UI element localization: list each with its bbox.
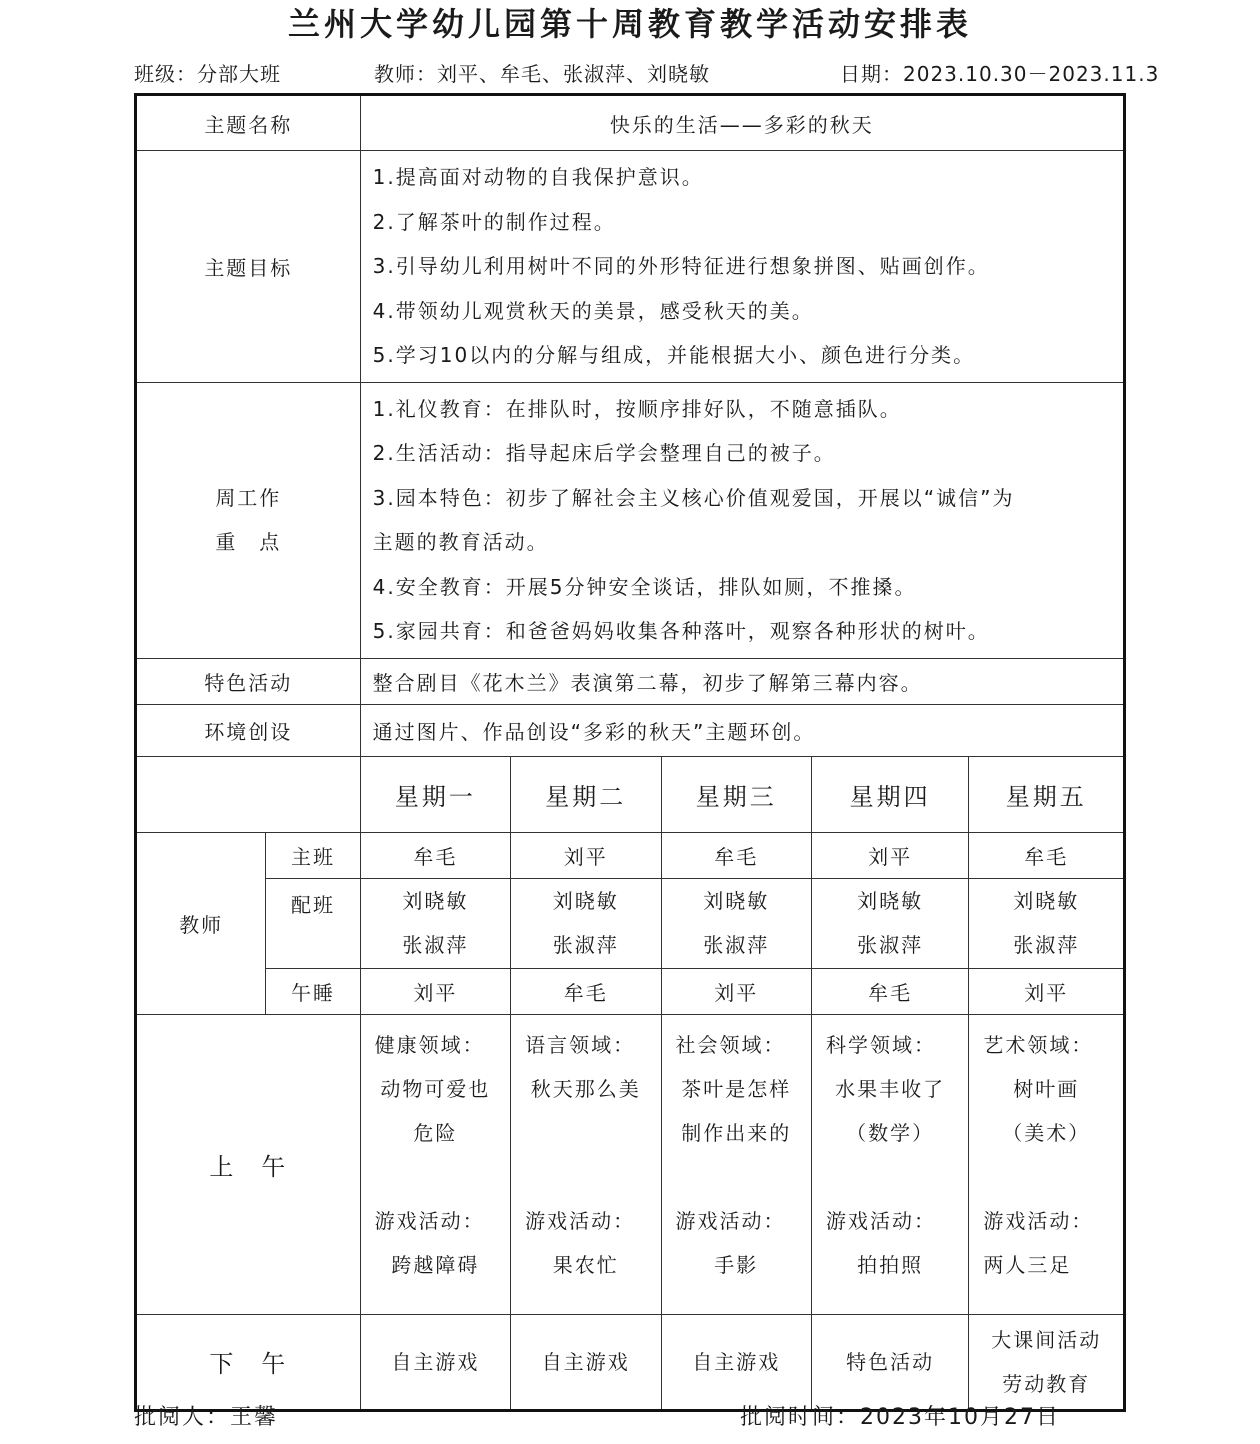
afternoon-row [136,1314,1125,1410]
schedule-table [134,93,1126,1412]
assist-teacher-name: 刘晓敏 [857,889,924,913]
assist-teacher-cell [661,878,811,968]
nap-teacher-cell: 刘平 [661,968,811,1014]
assist-teacher-name: 刘晓敏 [552,889,619,913]
focus-item: 5.家园共育：和爸爸妈妈收集各种落叶，观察各种形状的树叶。 [372,619,990,643]
morning-domain: 科学领域： [825,1032,936,1057]
main-teacher-row [136,832,1125,878]
teachers-info: 教师：刘平、牟毛、张淑萍、刘晓敏 [374,62,710,86]
weekly-focus-label-line1: 周工作 [215,486,282,510]
assist-teacher-name: 张淑萍 [703,933,770,957]
morning-game-label: 游戏活动： [374,1208,485,1233]
teacher-section-label: 教师 [136,832,266,1014]
morning-cell [360,1014,510,1314]
morning-domain: 语言领域： [525,1032,636,1057]
nap-teacher-cell: 刘平 [360,968,510,1014]
goal-item: 2.了解茶叶的制作过程。 [372,209,616,234]
assist-teacher-cell [811,878,968,968]
morning-row [136,1014,1125,1314]
theme-row [136,95,1125,151]
morning-game: 跨越障碍 [391,1252,480,1277]
main-teacher-cell: 牟毛 [360,832,510,878]
day-header: 星期五 [969,756,1125,832]
afternoon-activity: 劳动教育 [1002,1371,1091,1396]
morning-lesson: 茶叶是怎样 [681,1076,792,1101]
reviewer: 批阅人：王馨 [134,1405,279,1430]
goal-item: 3.引导幼儿利用树叶不同的外形特征进行想象拼图、贴画创作。 [372,254,990,278]
environment-label: 环境创设 [136,704,361,756]
special-value: 整合剧目《花木兰》表演第二幕，初步了解第三幕内容。 [360,658,1124,704]
spacer [375,1155,510,1199]
assist-teacher-name: 张淑萍 [402,933,469,957]
afternoon-activity: 自主游戏 [541,1349,630,1374]
afternoon-activity: 大课间活动 [991,1327,1102,1352]
spacer [525,1155,660,1199]
weekly-focus-label-line2: 重 点 [215,530,282,554]
spacer [826,1155,968,1199]
theme-label: 主题名称 [136,95,361,151]
main-teacher-label: 主班 [266,832,360,878]
main-teacher-cell: 牟毛 [969,832,1125,878]
assist-teacher-name: 刘晓敏 [1013,889,1080,913]
morning-label: 上 午 [136,1014,361,1314]
focus-item: 主题的教育活动。 [372,530,549,554]
goals-list [360,151,1124,383]
day-header: 星期二 [511,756,661,832]
assist-teacher-row [136,878,1125,968]
main-teacher-cell: 刘平 [811,832,968,878]
date-info: 日期：2023.10.30－2023.11.3 [840,62,1160,86]
afternoon-label: 下 午 [136,1314,361,1410]
review-time: 批阅时间：2023年10月27日 [740,1405,1060,1430]
morning-game-label: 游戏活动： [825,1208,936,1233]
day-header: 星期三 [661,756,811,832]
environment-value: 通过图片、作品创设“多彩的秋天”主题环创。 [360,704,1124,756]
main-teacher-cell: 牟毛 [661,832,811,878]
nap-teacher-row [136,968,1125,1014]
morning-domain: 社会领域： [675,1032,786,1057]
nap-teacher-cell: 牟毛 [511,968,661,1014]
assist-teacher-name: 张淑萍 [857,933,924,957]
corner-cell [136,756,361,832]
weekly-focus-row [136,382,1125,658]
special-label: 特色活动 [136,658,361,704]
assist-teacher-name: 张淑萍 [1013,933,1080,957]
morning-lesson: 秋天那么美 [530,1076,641,1101]
goal-item: 1.提高面对动物的自我保护意识。 [372,165,704,189]
weekly-focus-label [136,382,361,658]
nap-teacher-cell: 刘平 [969,968,1125,1014]
nap-teacher-label: 午睡 [266,968,360,1014]
morning-lesson: （美术） [1002,1120,1091,1145]
assist-teacher-name: 刘晓敏 [402,889,469,913]
assist-teacher-label: 配班 [266,878,360,968]
goal-item: 4.带领幼儿观赏秋天的美景，感受秋天的美。 [372,298,814,323]
morning-lesson: 制作出来的 [681,1120,792,1145]
morning-lesson: 树叶画 [1013,1076,1080,1101]
morning-game: 手影 [714,1252,759,1277]
afternoon-activity: 特色活动 [846,1349,935,1374]
morning-lesson: 危险 [413,1120,458,1145]
class-info: 班级：分部大班 [134,62,281,86]
day-header: 星期四 [811,756,968,832]
afternoon-activity: 自主游戏 [391,1349,480,1374]
focus-item: 2.生活活动：指导起床后学会整理自己的被子。 [372,441,836,465]
afternoon-activity: 自主游戏 [692,1349,781,1374]
theme-value: 快乐的生活——多彩的秋天 [360,95,1124,151]
day-header-row [136,756,1125,832]
afternoon-cell [511,1314,661,1410]
afternoon-cell [360,1314,510,1410]
morning-lesson: （数学） [846,1120,935,1145]
focus-item: 1.礼仪教育：在排队时，按顺序排好队，不随意插队。 [372,396,902,421]
spacer [983,1155,1123,1199]
assist-teacher-cell [360,878,510,968]
weekly-focus-list [360,382,1124,658]
day-header: 星期一 [360,756,510,832]
afternoon-cell [811,1314,968,1410]
environment-row [136,704,1125,756]
morning-domain: 健康领域： [374,1032,485,1057]
morning-game: 拍拍照 [857,1252,924,1277]
spacer [676,1155,811,1199]
goal-item: 5.学习10以内的分解与组成，并能根据大小、颜色进行分类。 [372,343,976,367]
assist-teacher-cell [969,878,1125,968]
morning-game-label: 游戏活动： [525,1208,636,1233]
morning-cell [511,1014,661,1314]
nap-teacher-cell: 牟毛 [811,968,968,1014]
focus-item: 3.园本特色：初步了解社会主义核心价值观爱国，开展以“诚信”为 [372,485,1015,510]
assist-teacher-name: 刘晓敏 [703,889,770,913]
assist-teacher-cell [511,878,661,968]
afternoon-cell [661,1314,811,1410]
morning-game-label: 游戏活动： [983,1208,1094,1233]
focus-item: 4.安全教育：开展5分钟安全谈话，排队如厕，不推搡。 [372,574,917,599]
morning-cell [811,1014,968,1314]
morning-cell [969,1014,1125,1314]
assist-teacher-name: 张淑萍 [552,933,619,957]
morning-game: 两人三足 [983,1252,1072,1277]
morning-lesson [525,1111,660,1155]
morning-game: 果农忙 [552,1252,619,1277]
goals-row [136,151,1125,383]
afternoon-cell [969,1314,1125,1410]
morning-cell [661,1014,811,1314]
morning-lesson: 动物可爱也 [380,1076,491,1101]
page-title: 兰州大学幼儿园第十周教育教学活动安排表 [287,5,972,43]
morning-game-label: 游戏活动： [675,1208,786,1233]
goals-label: 主题目标 [136,151,361,383]
morning-domain: 艺术领域： [983,1032,1094,1057]
special-row [136,658,1125,704]
main-teacher-cell: 刘平 [511,832,661,878]
morning-lesson: 水果丰收了 [835,1076,946,1101]
